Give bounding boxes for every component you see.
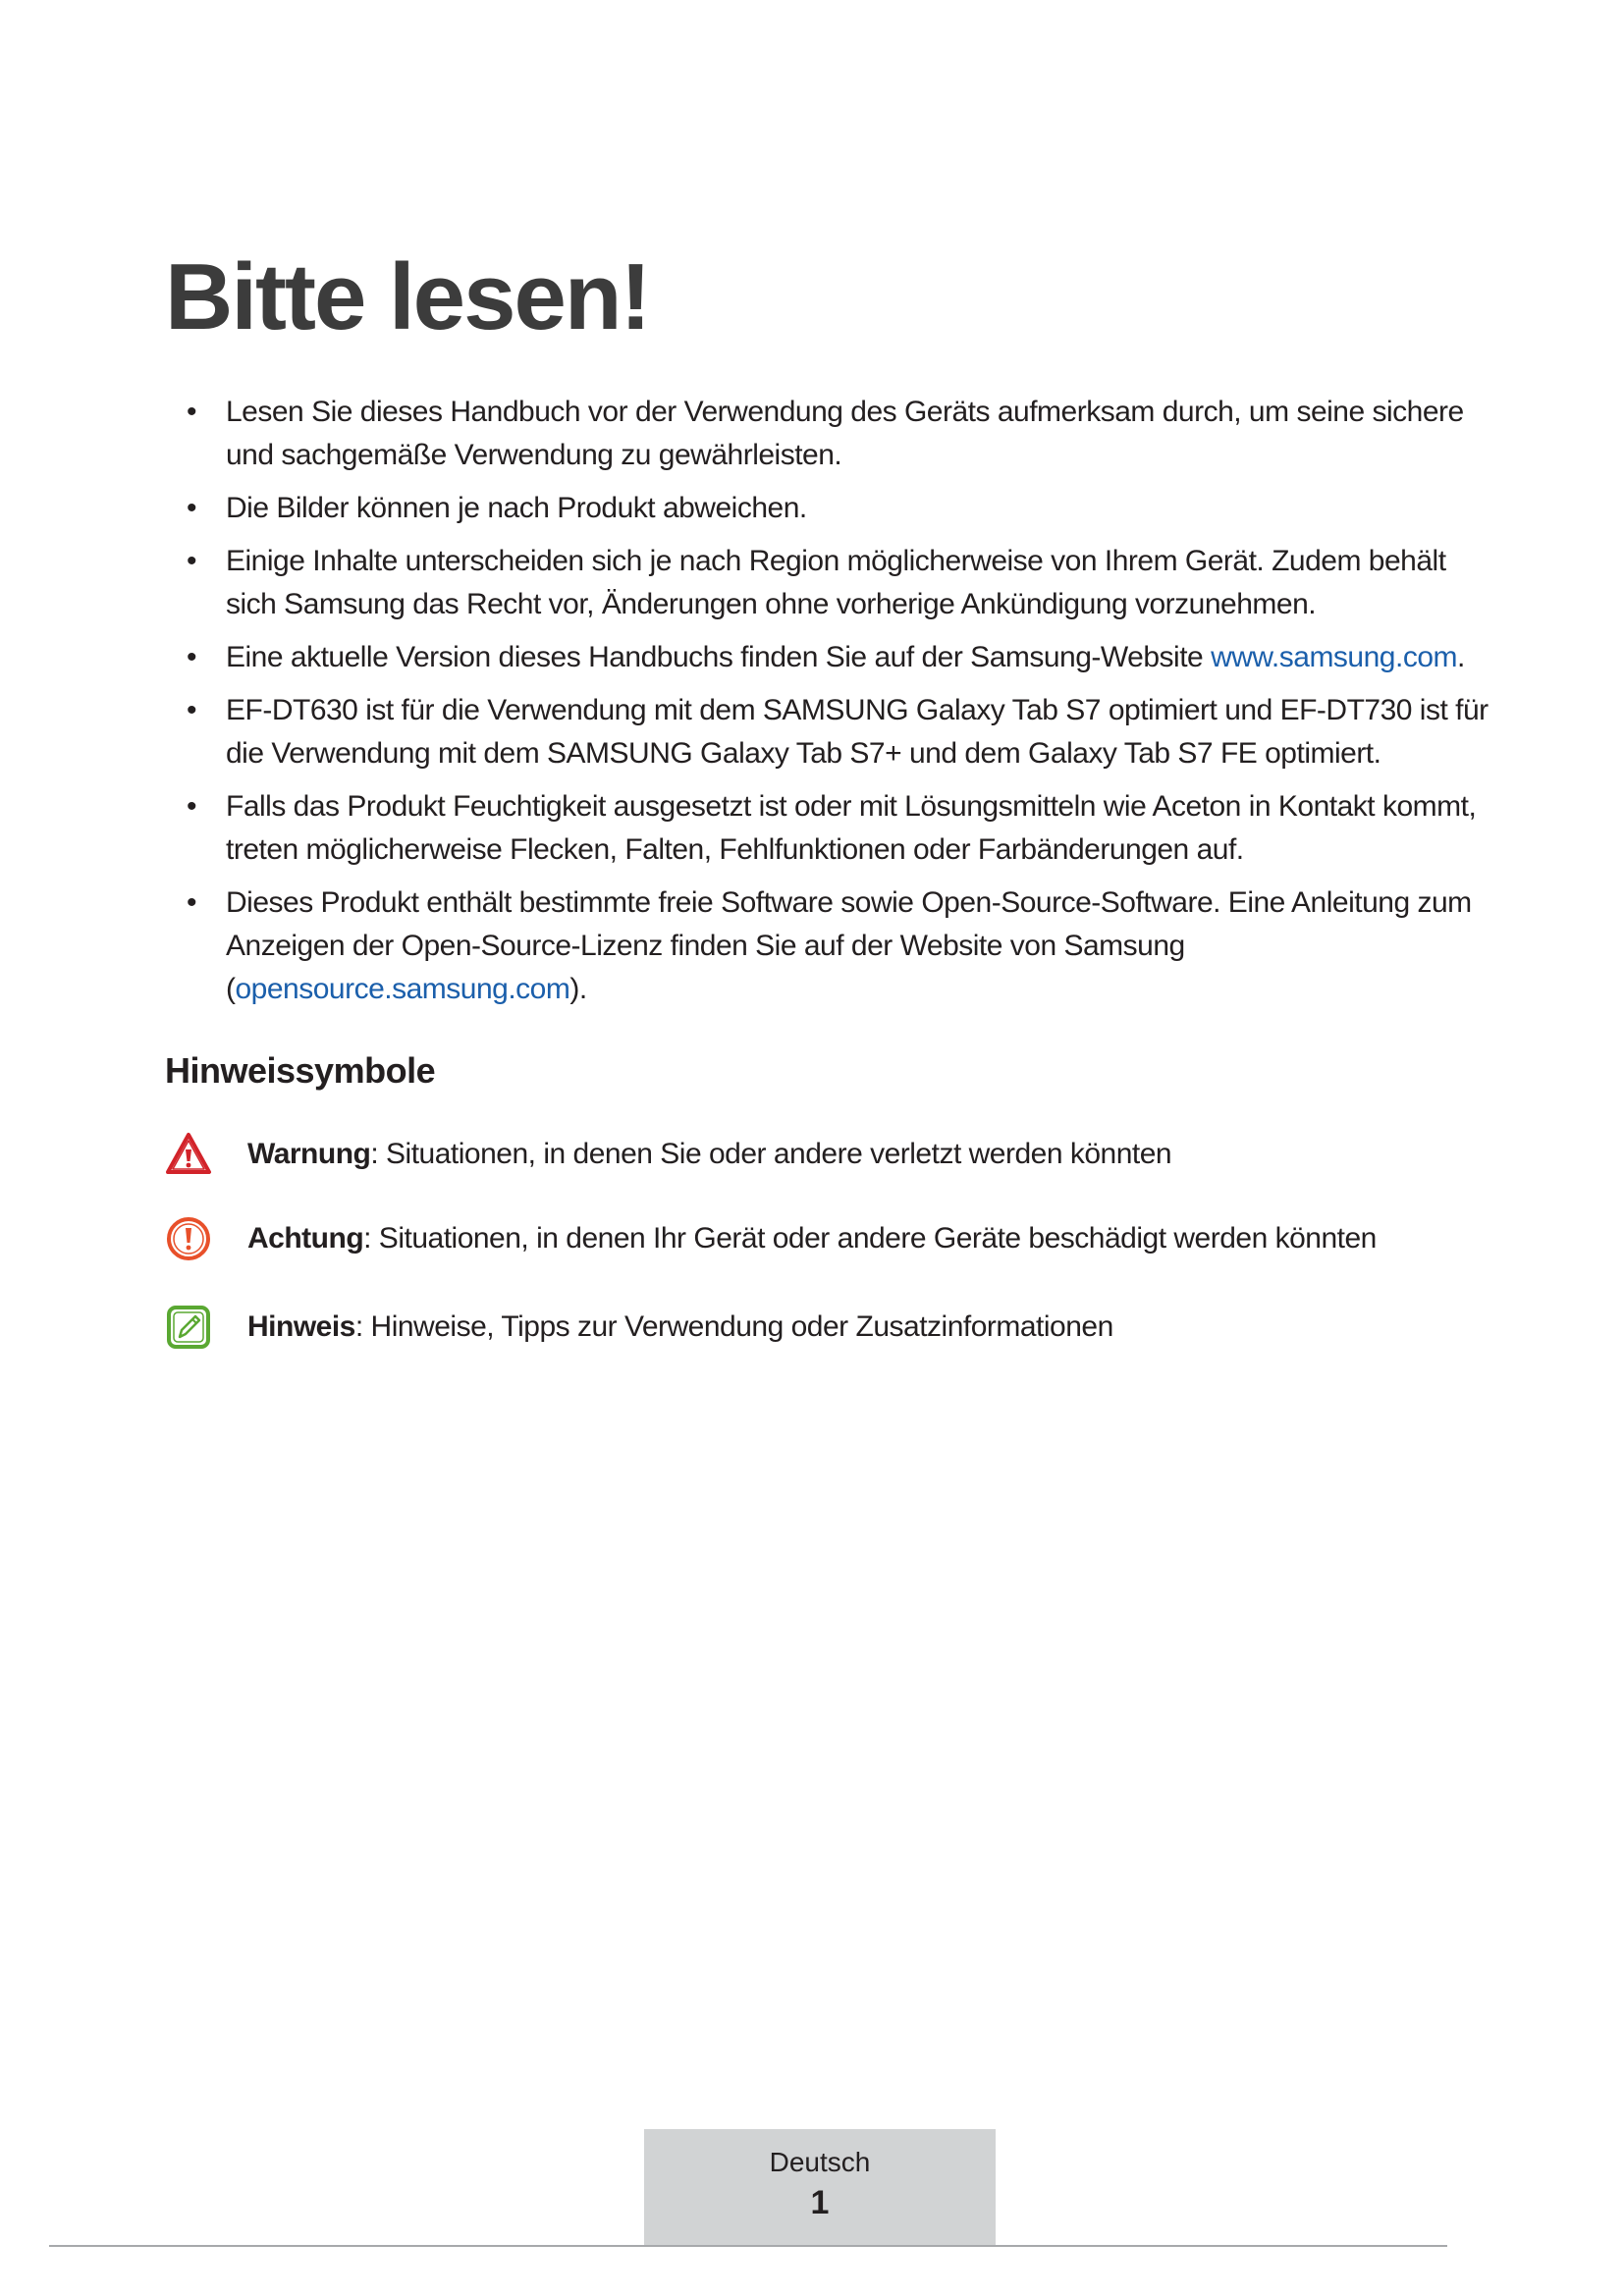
list-item	[165, 785, 1490, 872]
list-item	[165, 487, 1490, 530]
bullet-text: Dieses Produkt enthält bestimmte freie Software sowie Open-Source-Software. Eine Anleitung zum Anzeigen der Open-Source-Lizenz finden Sie auf der Website von Samsung (	[226, 886, 1472, 1005]
page-number: 1	[810, 2184, 830, 2221]
bullet-text: ).	[569, 973, 587, 1005]
bullet-text: EF-DT630 ist für die Verwendung mit dem SAMSUNG Galaxy Tab S7 optimiert und EF-DT730 ist für die Verwendung mit dem SAMSUNG Galaxy Tab S7+ und dem Galaxy Tab S7 FE optimiert.	[226, 694, 1489, 770]
notice-text: : Hinweise, Tipps zur Verwendung oder Zusatzinformationen	[354, 1310, 1113, 1343]
warning-triangle-icon	[165, 1131, 212, 1178]
bullet-list	[165, 391, 1490, 1021]
footer-divider	[49, 2245, 1447, 2247]
list-item	[165, 540, 1490, 626]
notice-caution	[165, 1215, 1377, 1262]
list-item	[165, 881, 1490, 1011]
list-item	[165, 391, 1490, 477]
bullet-text: .	[1457, 641, 1465, 673]
notice-term: Hinweis	[247, 1310, 355, 1343]
bullet-marker: •	[187, 492, 197, 524]
notice-term: Warnung	[247, 1138, 371, 1170]
list-item	[165, 636, 1490, 679]
list-item	[165, 689, 1490, 775]
bullet-text: Die Bilder können je nach Produkt abweichen.	[226, 492, 807, 524]
notice-text: : Situationen, in denen Sie oder andere verletzt werden könnten	[370, 1138, 1172, 1170]
caution-circle-icon	[165, 1215, 212, 1262]
section-heading: Hinweissymbole	[165, 1050, 436, 1091]
bullet-marker: •	[187, 886, 197, 919]
page-footer	[644, 2129, 996, 2245]
bullet-text: Falls das Produkt Feuchtigkeit ausgesetzt ist oder mit Lösungsmitteln wie Aceton in Kontakt kommt, treten möglicherweise Flecken, Falten, Fehlfunktionen oder Farbänderungen auf.	[226, 790, 1477, 866]
samsung-website-link[interactable]: www.samsung.com	[1211, 641, 1457, 673]
footer-language: Deutsch	[769, 2147, 871, 2177]
bullet-text: Einige Inhalte unterscheiden sich je nach Region möglicherweise von Ihrem Gerät. Zudem behält sich Samsung das Recht vor, Änderungen ohne vorherige Ankündigung vorzunehmen.	[226, 545, 1446, 620]
bullet-marker: •	[187, 790, 197, 823]
page-title: Bitte lesen!	[165, 244, 650, 349]
notice-text: : Situationen, in denen Ihr Gerät oder andere Geräte beschädigt werden könnten	[363, 1222, 1377, 1255]
bullet-marker: •	[187, 396, 197, 428]
notice-hint	[165, 1304, 1113, 1351]
bullet-text: Eine aktuelle Version dieses Handbuchs finden Sie auf der Samsung-Website	[226, 641, 1212, 673]
note-pencil-icon	[165, 1304, 212, 1351]
notice-warning	[165, 1131, 1171, 1178]
bullet-marker: •	[187, 694, 197, 726]
notice-term: Achtung	[247, 1222, 364, 1255]
bullet-text: Lesen Sie dieses Handbuch vor der Verwendung des Geräts aufmerksam durch, um seine sichere und sachgemäße Verwendung zu gewährleisten.	[226, 396, 1464, 471]
opensource-website-link[interactable]: opensource.samsung.com	[235, 973, 570, 1005]
bullet-marker: •	[187, 545, 197, 577]
bullet-marker: •	[187, 641, 197, 673]
